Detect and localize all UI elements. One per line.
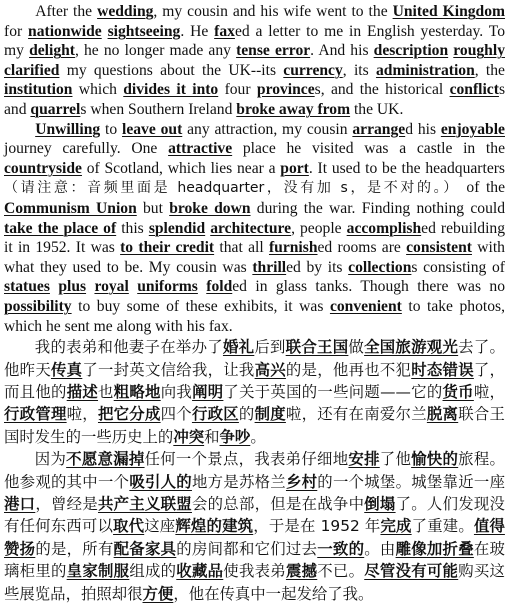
english-passage bbox=[4, 2, 505, 336]
chinese-text: 做 bbox=[348, 338, 365, 357]
passage-text: place he visited was a castle in the bbox=[232, 140, 505, 158]
chinese-text: 了关于英国的一些问题——它的 bbox=[223, 382, 443, 401]
vocabulary-keyword: description bbox=[373, 42, 449, 60]
passage-text: the UK. bbox=[350, 100, 404, 118]
vocabulary-keyword: fax bbox=[214, 22, 235, 40]
chinese-text: 组成的 bbox=[129, 562, 177, 581]
chinese-keyword: 婚礼 bbox=[222, 338, 255, 357]
vocabulary-keyword: quarrel bbox=[30, 100, 81, 118]
vocabulary-keyword: plus bbox=[58, 278, 87, 296]
vocabulary-keyword: splendid bbox=[148, 219, 206, 237]
passage-text: . It used to be the headquarters bbox=[308, 159, 506, 177]
chinese-keyword: 行政区 bbox=[191, 405, 239, 424]
chinese-text: ，于是在 1952 年 bbox=[253, 517, 381, 536]
vocabulary-keyword: fold bbox=[206, 278, 233, 296]
chinese-text: 的 bbox=[238, 405, 255, 424]
chinese-keyword: 值得赞扬 bbox=[4, 517, 505, 558]
chinese-keyword: 皇家制服 bbox=[66, 562, 130, 581]
english-paragraph-1 bbox=[4, 2, 505, 120]
passage-text: this bbox=[116, 219, 149, 237]
chinese-paragraph-1 bbox=[4, 336, 505, 448]
chinese-text: 。 bbox=[250, 427, 266, 446]
vocabulary-keyword: delight bbox=[29, 42, 75, 60]
vocabulary-keyword: broke down bbox=[169, 199, 251, 217]
passage-text: . He bbox=[180, 22, 215, 40]
chinese-text: 的一个城堡。城堡靠近一座 bbox=[317, 472, 505, 491]
chinese-keyword: 取代 bbox=[113, 517, 145, 536]
chinese-keyword: 联合王国 bbox=[285, 338, 349, 357]
vocabulary-keyword: conflict bbox=[449, 81, 499, 99]
passage-text: of Scotland, which lies near a bbox=[81, 159, 281, 177]
vocabulary-keyword: possibility bbox=[4, 297, 72, 315]
passage-text: four bbox=[218, 81, 257, 99]
chinese-text: ，曾经是 bbox=[35, 494, 98, 513]
vocabulary-keyword: broke away from bbox=[236, 100, 351, 118]
chinese-keyword: 震撼 bbox=[285, 562, 318, 581]
passage-text: journey carefully. One bbox=[4, 140, 169, 158]
vocabulary-keyword: clarified bbox=[4, 61, 60, 79]
vocabulary-keyword: wedding bbox=[97, 3, 154, 20]
chinese-text: 的是，所有 bbox=[35, 539, 114, 558]
chinese-text: 购买这些展览品，拍照却很 bbox=[4, 562, 505, 603]
passage-text: which bbox=[72, 81, 124, 99]
chinese-text: 了他 bbox=[379, 450, 412, 469]
chinese-text: 的房间都和它们过去 bbox=[176, 539, 318, 558]
chinese-text: 和 bbox=[204, 427, 220, 446]
passage-text: s when Southern Ireland bbox=[80, 100, 237, 118]
chinese-keyword: 乡村 bbox=[285, 472, 318, 491]
vocabulary-keyword: nationwide bbox=[28, 22, 102, 40]
chinese-text: 后到 bbox=[254, 338, 286, 357]
vocabulary-keyword: administration bbox=[375, 61, 475, 79]
passage-text bbox=[198, 278, 206, 295]
chinese-keyword: 不愿意漏掉 bbox=[66, 450, 145, 469]
chinese-text: 了，而且他的 bbox=[4, 360, 505, 401]
chinese-text: 啦，还有在南爱尔兰 bbox=[285, 405, 427, 424]
vocabulary-keyword: take the place of bbox=[4, 219, 117, 237]
chinese-keyword: 配备家具 bbox=[113, 539, 177, 558]
chinese-text: 会的总部，但是在战争中 bbox=[191, 494, 365, 513]
vocabulary-keyword: leave out bbox=[122, 120, 183, 138]
passage-text: s and bbox=[4, 81, 506, 118]
chinese-keyword: 建筑 bbox=[222, 517, 254, 536]
passage-text: ed a letter to me in English yesterday. To my bbox=[4, 22, 505, 60]
chinese-text: 啦， bbox=[66, 405, 98, 424]
chinese-keyword: 把它分成 bbox=[97, 405, 161, 424]
vocabulary-keyword: United Kingdom bbox=[392, 3, 506, 20]
passage-text: during the war. Finding nothing could bbox=[250, 199, 505, 217]
passage-text: any attraction, my cousin bbox=[182, 120, 353, 138]
passage-text: After the bbox=[35, 3, 98, 20]
vocabulary-keyword: convenient bbox=[329, 297, 402, 315]
chinese-keyword: 高兴 bbox=[254, 360, 286, 379]
chinese-keyword: 辉煌的 bbox=[175, 517, 223, 536]
chinese-keyword: 冲突 bbox=[173, 427, 205, 446]
chinese-translation bbox=[4, 336, 505, 605]
chinese-text: 这座 bbox=[144, 517, 176, 536]
chinese-text: 任何一个景点，我表弟仔细地 bbox=[144, 450, 349, 469]
chinese-keyword: 脱离 bbox=[426, 405, 459, 424]
passage-text: to buy some of these exhibits, it was bbox=[71, 297, 330, 315]
chinese-keyword: 完成 bbox=[380, 517, 412, 536]
chinese-keyword: 倒塌 bbox=[364, 494, 396, 513]
chinese-text: 因为 bbox=[34, 450, 67, 469]
chinese-text: 联合王国时发生的一些历史上的 bbox=[4, 405, 505, 446]
passage-text: d his bbox=[405, 120, 441, 138]
vocabulary-keyword: enjoyable bbox=[440, 120, 505, 138]
vocabulary-keyword: collection bbox=[348, 258, 412, 276]
vocabulary-keyword: attractive bbox=[168, 140, 233, 158]
chinese-keyword: 吸引人的 bbox=[129, 472, 192, 491]
vocabulary-keyword: Communism Union bbox=[4, 199, 137, 217]
vocabulary-keyword: accomplish bbox=[346, 219, 422, 237]
chinese-keyword: 争吵 bbox=[219, 427, 251, 446]
chinese-keyword: 制度 bbox=[254, 405, 286, 424]
chinese-keyword: 共产主义联盟 bbox=[97, 494, 192, 513]
passage-text: my questions about the UK--its bbox=[59, 61, 284, 79]
vocabulary-keyword: tense error bbox=[236, 42, 311, 60]
passage-text bbox=[129, 278, 137, 295]
chinese-keyword: 行政管理 bbox=[4, 405, 67, 424]
chinese-text: 四个 bbox=[160, 405, 192, 424]
passage-text: of the bbox=[459, 179, 505, 197]
chinese-keyword: 粗略地 bbox=[113, 382, 161, 401]
vocabulary-keyword: roughly bbox=[453, 42, 505, 60]
passage-text: ed rebuilding it in 1952. It was bbox=[4, 219, 506, 257]
passage-text: ed in glass tanks. Though there was no bbox=[232, 278, 506, 296]
chinese-keyword: 港口 bbox=[4, 494, 36, 513]
passage-text: ed rooms are bbox=[317, 239, 407, 257]
passage-text: to take photos, which he sent me along with his fax. bbox=[4, 297, 505, 335]
vocabulary-keyword: to their credit bbox=[120, 239, 215, 257]
vocabulary-keyword: institution bbox=[4, 81, 73, 99]
chinese-text: 了一封英文信给我，让我 bbox=[82, 360, 255, 379]
chinese-text: 向我 bbox=[160, 382, 193, 401]
chinese-text: 了重建。 bbox=[411, 517, 474, 536]
chinese-paragraph-2 bbox=[4, 448, 505, 605]
passage-text: , my cousin and his wife went to the bbox=[153, 3, 393, 20]
chinese-keyword: 时态错误 bbox=[411, 360, 474, 379]
chinese-text: ，他在传真中一起发给了我。 bbox=[173, 584, 374, 603]
chinese-text: 我的表弟和他妻子在举办了 bbox=[34, 338, 223, 357]
chinese-text: 。由 bbox=[364, 539, 396, 558]
chinese-text: 啦， bbox=[473, 382, 505, 401]
passage-text: s consisting of bbox=[411, 258, 505, 276]
passage-text: to bbox=[100, 120, 122, 138]
vocabulary-keyword: Unwilling bbox=[35, 120, 101, 138]
chinese-keyword: 安排 bbox=[348, 450, 380, 469]
vocabulary-keyword: architecture bbox=[210, 219, 292, 237]
chinese-text: 不已。 bbox=[317, 562, 365, 581]
chinese-keyword: 愉快的 bbox=[411, 450, 459, 469]
chinese-text: 的是，他再也不犯 bbox=[285, 360, 412, 379]
vocabulary-keyword: countryside bbox=[4, 159, 82, 177]
vocabulary-keyword: currency bbox=[283, 61, 343, 79]
chinese-text: 使我表弟 bbox=[223, 562, 286, 581]
vocabulary-keyword: divides it into bbox=[123, 81, 219, 99]
passage-text: , people bbox=[291, 219, 347, 237]
english-paragraph-2 bbox=[4, 120, 505, 337]
passage-text: , he no longer made any bbox=[74, 42, 237, 60]
vocabulary-keyword: statues bbox=[4, 278, 50, 296]
chinese-text: 也 bbox=[98, 382, 114, 401]
chinese-text: 地方是苏格兰 bbox=[191, 472, 286, 491]
vocabulary-keyword: royal bbox=[94, 278, 129, 296]
chinese-keyword: 尽管没有可能 bbox=[364, 562, 459, 581]
audio-note: （请注意：音频里面是 headquarter，没有加 s，是不对的。） bbox=[4, 180, 460, 197]
passage-text: that all bbox=[214, 239, 269, 257]
vocabulary-keyword: uniforms bbox=[137, 278, 198, 296]
chinese-text: 去了。他昨天 bbox=[4, 338, 505, 379]
vocabulary-keyword: furnish bbox=[268, 239, 318, 257]
chinese-keyword: 收藏品 bbox=[176, 562, 224, 581]
vocabulary-keyword: port bbox=[280, 159, 309, 177]
passage-text: , its bbox=[342, 61, 376, 79]
passage-text: s, and the historical bbox=[314, 81, 450, 99]
passage-text: . And his bbox=[310, 42, 374, 60]
passage-text: for bbox=[4, 22, 29, 40]
chinese-keyword: 阐明 bbox=[192, 382, 224, 401]
chinese-keyword: 传真 bbox=[50, 360, 83, 379]
chinese-keyword: 方便 bbox=[142, 584, 174, 603]
passage-text: with what they used to be. My cousin was bbox=[4, 239, 505, 276]
vocabulary-keyword: consistent bbox=[406, 239, 472, 257]
chinese-text: 在玻璃柜里的 bbox=[4, 539, 505, 581]
chinese-keyword: 全国旅游观光 bbox=[364, 338, 459, 357]
vocabulary-keyword: thrill bbox=[252, 258, 287, 276]
chinese-text: 旅程。他参观的其中一个 bbox=[4, 450, 505, 491]
chinese-keyword: 雕像加折叠 bbox=[395, 539, 474, 558]
passage-text: but bbox=[136, 199, 170, 217]
chinese-keyword: 货币 bbox=[442, 382, 474, 401]
passage-text: , the bbox=[474, 61, 505, 79]
vocabulary-keyword: province bbox=[256, 81, 315, 99]
vocabulary-keyword: arrange bbox=[352, 120, 406, 138]
vocabulary-keyword: sightseeing bbox=[107, 22, 181, 40]
chinese-keyword: 一致的 bbox=[317, 539, 365, 558]
chinese-keyword: 描述 bbox=[66, 382, 99, 401]
passage-text: ed by its bbox=[286, 258, 349, 276]
chinese-text: 了。人们发现没有任何东西可以 bbox=[4, 494, 505, 536]
